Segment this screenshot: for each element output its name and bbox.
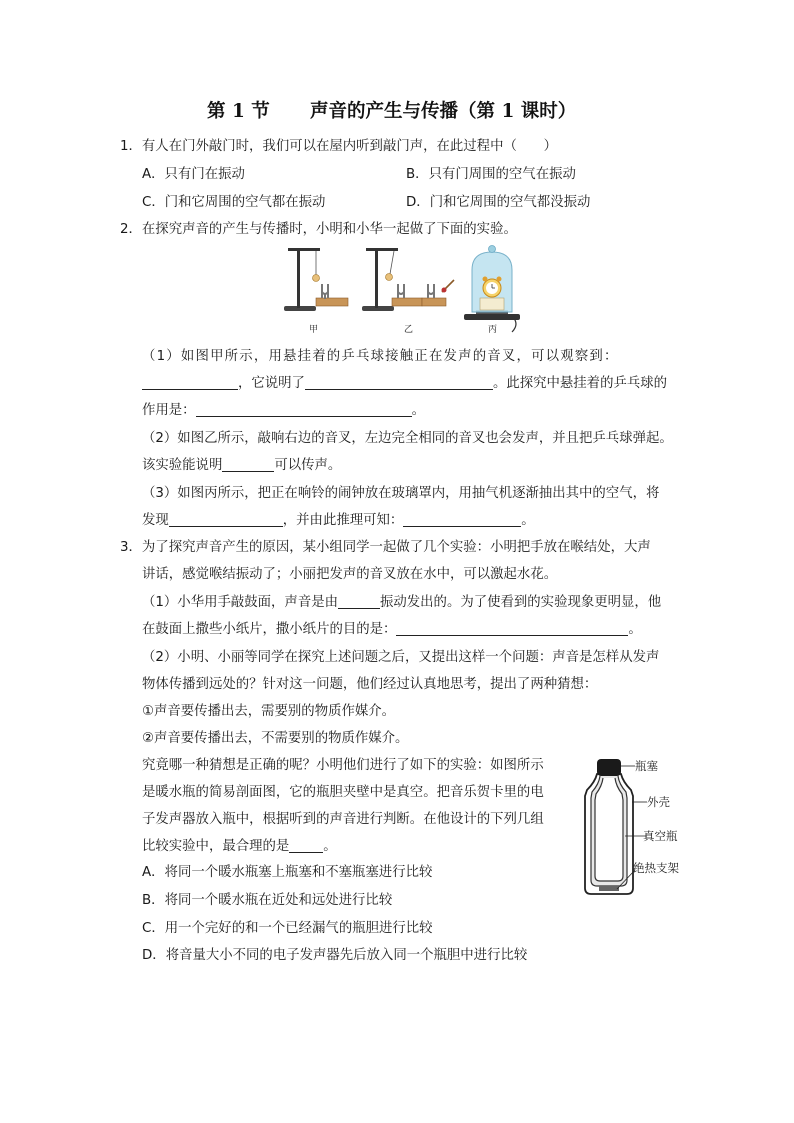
q3-experiment-line1: 究竟哪一种猜想是正确的呢？小明他们进行了如下的实验：如图所示 <box>142 758 544 773</box>
q2-part1-text-period: 。 <box>411 403 425 418</box>
q2-part3-text-start: 发现 <box>142 513 169 528</box>
q2-part3-text-mid: ，并由此推理可知： <box>282 513 404 528</box>
q3-part1-line2 <box>142 618 642 637</box>
answer-blank[interactable] <box>396 621 628 636</box>
answer-blank[interactable] <box>196 402 412 417</box>
q2-part1-text-end: 。此探究中悬挂着的乒乓球的 <box>492 376 668 391</box>
q3-option-d: D．将音量大小不同的电子发声器先后放入同一个瓶胆中进行比较 <box>142 948 528 963</box>
q2-part2-line2 <box>142 454 341 473</box>
answer-blank[interactable] <box>305 375 493 390</box>
thermos-figure <box>575 752 720 900</box>
stopper-icon <box>597 759 621 776</box>
q1-stem: 1．有人在门外敲门时，我们可以在屋内听到敲门声，在此过程中（ ） <box>120 139 558 154</box>
q3-experiment-line2: 是暖水瓶的简易剖面图，它的瓶胆夹壁中是真空。把音乐贺卡里的电 <box>142 785 544 800</box>
q2-part1-text-start: 作用是： <box>142 403 196 418</box>
q2-part3-text-end: 。 <box>521 513 535 528</box>
q3-experiment-text-start: 比较实验中，最合理的是 <box>142 839 290 854</box>
q3-part1-text-start: 在鼓面上撒些小纸片，撒小纸片的目的是： <box>142 622 397 637</box>
q3-part1-text-end: 振动发出的。为了使看到的实验现象更明显，他 <box>380 595 662 610</box>
q2-part2-line1: （2）如图乙所示，敲响右边的音叉，左边完全相同的音叉也会发声，并且把乒乓球弹起。 <box>142 431 673 446</box>
flask-label-support: 绝热支架 <box>633 861 679 875</box>
q2-part2-text-end: 可以传声。 <box>274 458 342 473</box>
q3-stem-line2: 讲话，感觉喉结振动了；小丽把发声的音叉放在水中，可以激起水花。 <box>142 567 558 582</box>
q2-part1-line2 <box>142 372 667 391</box>
figure-bing <box>464 246 520 333</box>
q2-stem: 2．在探究声音的产生与传播时，小明和小华一起做了下面的实验。 <box>120 222 517 237</box>
flask-label-shell: 外壳 <box>647 795 670 809</box>
figure-label-yi: 乙 <box>404 325 414 335</box>
q3-experiment-line4 <box>142 835 337 854</box>
answer-blank[interactable] <box>403 512 521 527</box>
answer-blank[interactable] <box>222 457 274 472</box>
q3-experiment-line3: 子发声器放入瓶中，根据听到的声音进行判断。在他设计的下列几组 <box>142 812 544 827</box>
q3-guess-2: ②声音要传播出去，不需要别的物质作媒介。 <box>142 731 409 746</box>
experiment-figure <box>276 240 526 340</box>
figure-jia <box>284 248 348 311</box>
q3-part1-text-period: 。 <box>628 622 642 637</box>
ping-pong-ball-icon <box>313 275 320 282</box>
q3-part1-text-start: （1）小华用手敲鼓面，声音是由 <box>142 595 338 610</box>
flask-label-stopper: 瓶塞 <box>635 759 658 773</box>
q3-guess-1: ①声音要传播出去，需要别的物质作媒介。 <box>142 704 396 719</box>
q2-part3-line2 <box>142 509 535 528</box>
answer-blank[interactable] <box>289 838 323 853</box>
q2-part1-line1: （1）如图甲所示，用悬挂着的乒乓球接触正在发声的音叉，可以观察到： <box>142 349 619 364</box>
q3-part1-line1 <box>142 591 661 610</box>
q2-part3-line1: （3）如图丙所示，把正在响铃的闹钟放在玻璃罩内，用抽气机逐渐抽出其中的空气，将 <box>142 486 660 501</box>
q3-option-a: A．将同一个暖水瓶塞上瓶塞和不塞瓶塞进行比较 <box>142 865 433 880</box>
answer-blank[interactable] <box>169 512 283 527</box>
q1-option-a: A．只有门在振动 <box>142 167 245 182</box>
section-number: 第 1 节 <box>207 101 270 122</box>
q1-option-b: B．只有门周围的空气在振动 <box>406 167 576 182</box>
flask-label-vacuum: 真空瓶 <box>643 829 678 843</box>
support-icon <box>599 886 619 891</box>
figure-label-bing: 丙 <box>488 325 498 335</box>
page-title: 声音的产生与传播（第 1 课时） <box>310 101 577 122</box>
q2-part2-text-start: 该实验能说明 <box>142 458 223 473</box>
answer-blank[interactable] <box>142 375 238 390</box>
q1-option-c: C．门和它周围的空气都在振动 <box>142 195 326 210</box>
answer-blank[interactable] <box>338 594 380 609</box>
q3-part2-line1: （2）小明、小丽等同学在探究上述问题之后，又提出这样一个问题：声音是怎样从发声 <box>142 650 660 665</box>
figure-yi <box>362 248 454 311</box>
q3-option-c: C．用一个完好的和一个已经漏气的瓶胆进行比较 <box>142 921 433 936</box>
figure-label-jia: 甲 <box>309 325 319 335</box>
q2-part1-text-mid: ，它说明了 <box>238 376 305 391</box>
q3-part2-line2: 物体传播到远处的？针对这一问题，他们经过认真地思考，提出了两种猜想： <box>142 677 598 692</box>
q2-part1-line3 <box>142 399 425 418</box>
q3-stem-line1: 3．为了探究声音产生的原因，某小组同学一起做了几个实验：小明把手放在喉结处，大声 <box>120 540 651 555</box>
q3-option-b: B．将同一个暖水瓶在近处和远处进行比较 <box>142 893 393 908</box>
q3-experiment-text-period: 。 <box>323 839 337 854</box>
q1-option-d: D．门和它周围的空气都没振动 <box>406 195 591 210</box>
